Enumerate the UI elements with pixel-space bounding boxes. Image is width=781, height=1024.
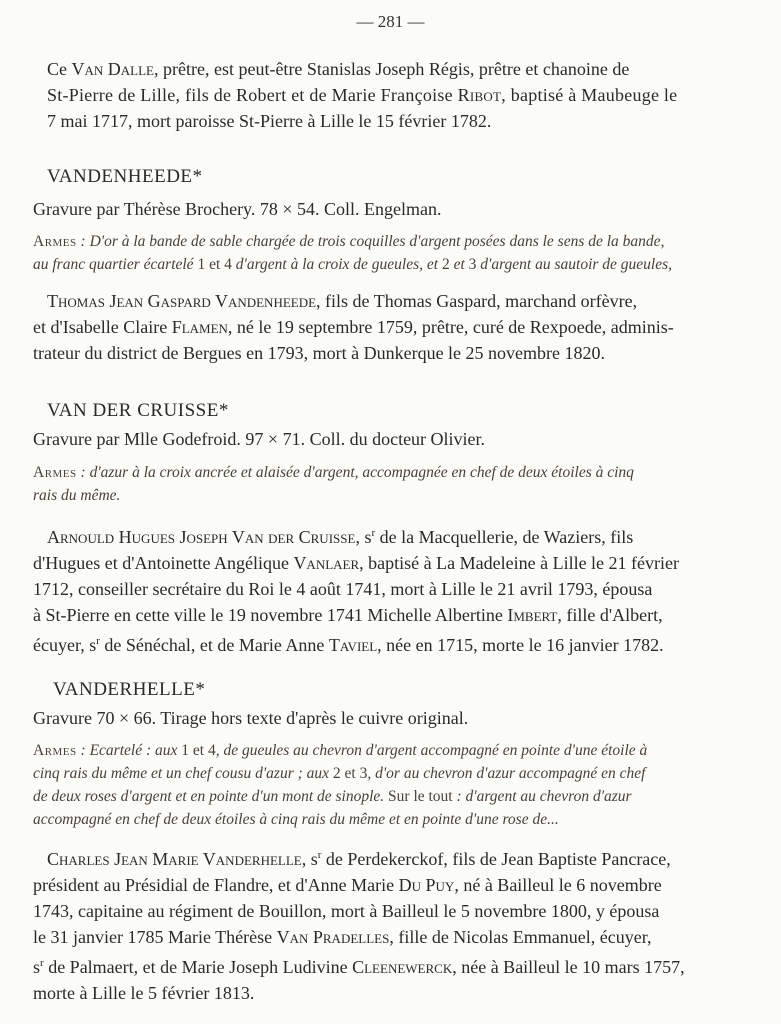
bio-paragraph: [33, 288, 723, 366]
armes-line: rais du même.: [33, 487, 121, 504]
armes-block: [33, 230, 723, 276]
text-line: écuyer, $s^r$ de Sénéchal, et de Marie Anne Taviel, née en 1715, morte le 16 janvier 1782.: [33, 635, 664, 655]
text-line: trateur du district de Bergues en 1793, mort à Dunkerque le 25 novembre 1820.: [33, 343, 606, 363]
gravure-line: Gravure 70 × 66. Tirage hors texte d'après le cuivre original.: [33, 708, 469, 728]
armes-block: [33, 461, 723, 507]
text-span: , baptisé à Maubeuge le: [501, 85, 678, 105]
text-span: , prêtre, est peut-être Stanislas Joseph Régis, prêtre et chanoine de: [154, 59, 630, 79]
armes-line: cinq rais du même et un chef cousu d'azur ; aux 2 et 3, d'or au chevron d'azur accompagné en chef: [33, 765, 646, 782]
armes-line: au franc quartier écartelé 1 et 4 d'argent à la croix de gueules, et 2 et 3 d'argent au sautoir de gueules,: [33, 256, 673, 273]
armes-line: accompagné en chef de deux étoiles à cinq rais du même et en pointe d'une rose de...: [33, 811, 559, 828]
text-line: d'Hugues et d'Antoinette Angélique Vanlaer, baptisé à La Madeleine à Lille le 21 février: [33, 553, 680, 573]
armes-label: Armes: [33, 233, 77, 250]
text-line: morte à Lille le 5 février 1813.: [33, 983, 255, 1003]
text-line: [47, 56, 723, 82]
bio-paragraph: [33, 842, 733, 1006]
text-line: 7 mai 1717, mort paroisse St-Pierre à Lille le 15 février 1782.: [47, 111, 492, 131]
text-line: 1712, conseiller secrétaire du Roi le 4 août 1741, mort à Lille le 21 avril 1793, épousa: [33, 579, 653, 599]
bio-paragraph: [33, 520, 733, 658]
armes-line: Armes : d'azur à la croix ancrée et alaisée d'argent, accompagnée en chef de deux étoiles à cinq: [33, 464, 634, 481]
armes-block: [33, 739, 733, 831]
text-line: Arnould Hugues Joseph Van der Cruisse, $s^r$ de la Macquellerie, de Waziers, fils: [47, 527, 634, 547]
text-line: 1743, capitaine au régiment de Bouillon, mort à Bailleul le 5 novembre 1800, y épousa: [33, 901, 660, 921]
page-number: — 281 —: [356, 12, 425, 31]
armes-line: Armes : Ecartelé : aux 1 et 4, de gueules au chevron d'argent accompagné en pointe d'une étoile à: [33, 742, 648, 759]
text-line: à St-Pierre en cette ville le 19 novembre 1741 Michelle Albertine Imbert, fille d'Albert,: [33, 605, 663, 625]
armes-line: de deux roses d'argent et en pointe d'un mont de sinople. Sur le tout : d'argent au chevron d'azur: [33, 788, 632, 805]
section-title-vanderhelle: VANDERHELLE*: [53, 679, 206, 700]
text-line: [47, 82, 723, 108]
text-span: St-Pierre de Lille, fils de Robert et de Marie Françoise: [47, 85, 458, 105]
name-small-caps: Arnould Hugues Joseph Van der Cruisse: [47, 527, 356, 547]
name-small-caps: Ribot: [457, 85, 502, 105]
section-title-vandenheede: VANDENHEEDE*: [47, 166, 203, 187]
name-small-caps: Thomas Jean Gaspard Vandenheede: [47, 291, 317, 311]
text-span: Ce: [47, 59, 72, 79]
armes-label: Armes: [33, 742, 77, 759]
text-line: le 31 janvier 1785 Marie Thérèse Van Pradelles, fille de Nicolas Emmanuel, écuyer,: [33, 927, 652, 947]
gravure-line: Gravure par Thérèse Brochery. 78 × 54. Coll. Engelman.: [33, 199, 442, 219]
text-line: Charles Jean Marie Vanderhelle, $s^r$ de Perdekerckof, fils de Jean Baptiste Pancrace,: [47, 849, 671, 869]
name-small-caps: Van Dalle: [71, 59, 154, 79]
text-line: président au Présidial de Flandre, et d'Anne Marie Du Puy, né à Bailleul le 6 novembre: [33, 875, 662, 895]
armes-label: Armes: [33, 464, 77, 481]
gravure-line: Gravure par Mlle Godefroid. 97 × 71. Coll. du docteur Olivier.: [33, 429, 486, 449]
text-line: et d'Isabelle Claire Flamen, né le 19 septembre 1759, prêtre, curé de Rexpoede, adminis-: [33, 317, 674, 337]
section-title-van-der-cruisse: VAN DER CRUISSE*: [47, 400, 229, 421]
text-span: : D'or à la bande de sable chargée de trois coquilles d'argent posées dans le sens de la bande,: [76, 233, 665, 250]
armes-line: [33, 230, 723, 253]
intro-paragraph: [47, 56, 723, 134]
name-small-caps: Charles Jean Marie Vanderhelle: [47, 849, 302, 869]
text-line: $s^r$ de Palmaert, et de Marie Joseph Ludivine Cleenewerck, née à Bailleul le 10 mars 1757,: [33, 957, 685, 977]
text-line: Thomas Jean Gaspard Vandenheede, fils de Thomas Gaspard, marchand orfèvre,: [47, 291, 638, 311]
